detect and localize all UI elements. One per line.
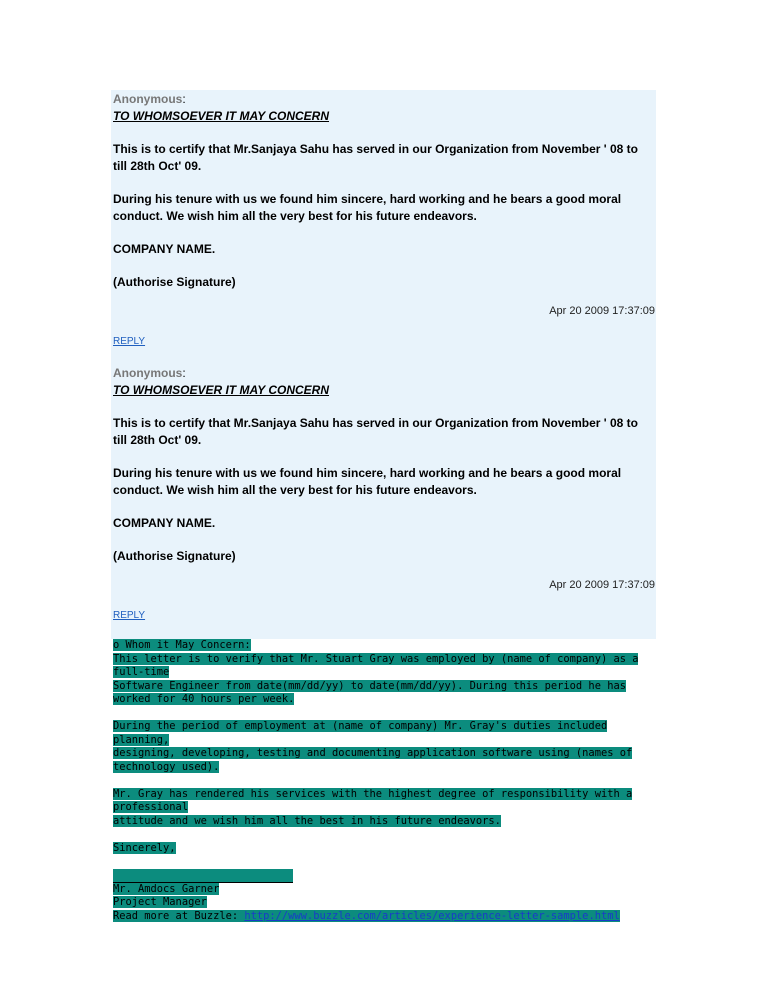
source-link[interactable]: http://www.buzzle.com/articles/experience-letter-sample.html bbox=[244, 909, 620, 922]
letter-line: During the period of employment at (name of company) Mr. Gray's duties included planning, bbox=[113, 720, 608, 746]
read-more-label: Read more at Buzzle: bbox=[113, 909, 245, 922]
comment-subject: TO WHOMSOEVER IT MAY CONCERN bbox=[113, 383, 330, 397]
letter-line: technology used). bbox=[113, 760, 220, 773]
letter-line: This letter is to verify that Mr. Stuart Gray was employed by (name of company) as a full-time bbox=[113, 652, 639, 678]
company-name: COMPANY NAME. bbox=[113, 516, 216, 530]
comment-subject: TO WHOMSOEVER IT MAY CONCERN bbox=[113, 109, 330, 123]
comment-author-line: Anonymous: bbox=[113, 366, 186, 380]
authorise-signature: (Authorise Signature) bbox=[113, 549, 236, 563]
reply-link[interactable]: REPLY bbox=[113, 336, 146, 347]
signature-line bbox=[113, 869, 293, 883]
comment-paragraph: This is to certify that Mr.Sanjaya Sahu has served in our Organization from November ' 08 to till 28th Oct' 09. bbox=[113, 142, 638, 173]
comment-paragraph: This is to certify that Mr.Sanjaya Sahu has served in our Organization from November ' 08 to till 28th Oct' 09. bbox=[113, 416, 638, 447]
comment-1 bbox=[113, 91, 655, 320]
letter-line: attitude and we wish him all the best in his future endeavors. bbox=[113, 814, 501, 827]
company-name: COMPANY NAME. bbox=[113, 242, 216, 256]
comment-date: Apr 20 2009 17:37:09 bbox=[549, 579, 655, 591]
comment-date: Apr 20 2009 17:37:09 bbox=[549, 305, 655, 317]
comment-paragraph: During his tenure with us we found him sincere, hard working and he bears a good moral conduct. We wish him all the very best for his future endeavors. bbox=[113, 192, 622, 223]
letter-line: Software Engineer from date(mm/dd/yy) to date(mm/dd/yy). During this period he has bbox=[113, 679, 626, 692]
authorise-signature: (Authorise Signature) bbox=[113, 275, 236, 289]
letter-salutation: o Whom it May Concern: bbox=[113, 639, 251, 651]
comment-paragraph: During his tenure with us we found him sincere, hard working and he bears a good moral conduct. We wish him all the very best for his future endeavors. bbox=[113, 466, 622, 497]
reply-link[interactable]: REPLY bbox=[113, 610, 146, 621]
experience-letter bbox=[113, 639, 658, 923]
comment-author: Anonymous bbox=[113, 92, 183, 106]
letter-line: designing, developing, testing and documenting application software using (names of bbox=[113, 747, 633, 759]
signer-name: Mr. Amdocs Garner bbox=[113, 882, 220, 895]
letter-closing: Sincerely, bbox=[113, 841, 176, 854]
letter-line: Mr. Gray has rendered his services with the highest degree of responsibility with a professional bbox=[113, 787, 633, 813]
comment-author: Anonymous bbox=[113, 366, 183, 380]
comment-author-line: Anonymous: bbox=[113, 92, 186, 106]
comment-2 bbox=[113, 365, 655, 594]
letter-line: worked for 40 hours per week. bbox=[113, 693, 295, 705]
signer-title: Project Manager bbox=[113, 896, 207, 908]
